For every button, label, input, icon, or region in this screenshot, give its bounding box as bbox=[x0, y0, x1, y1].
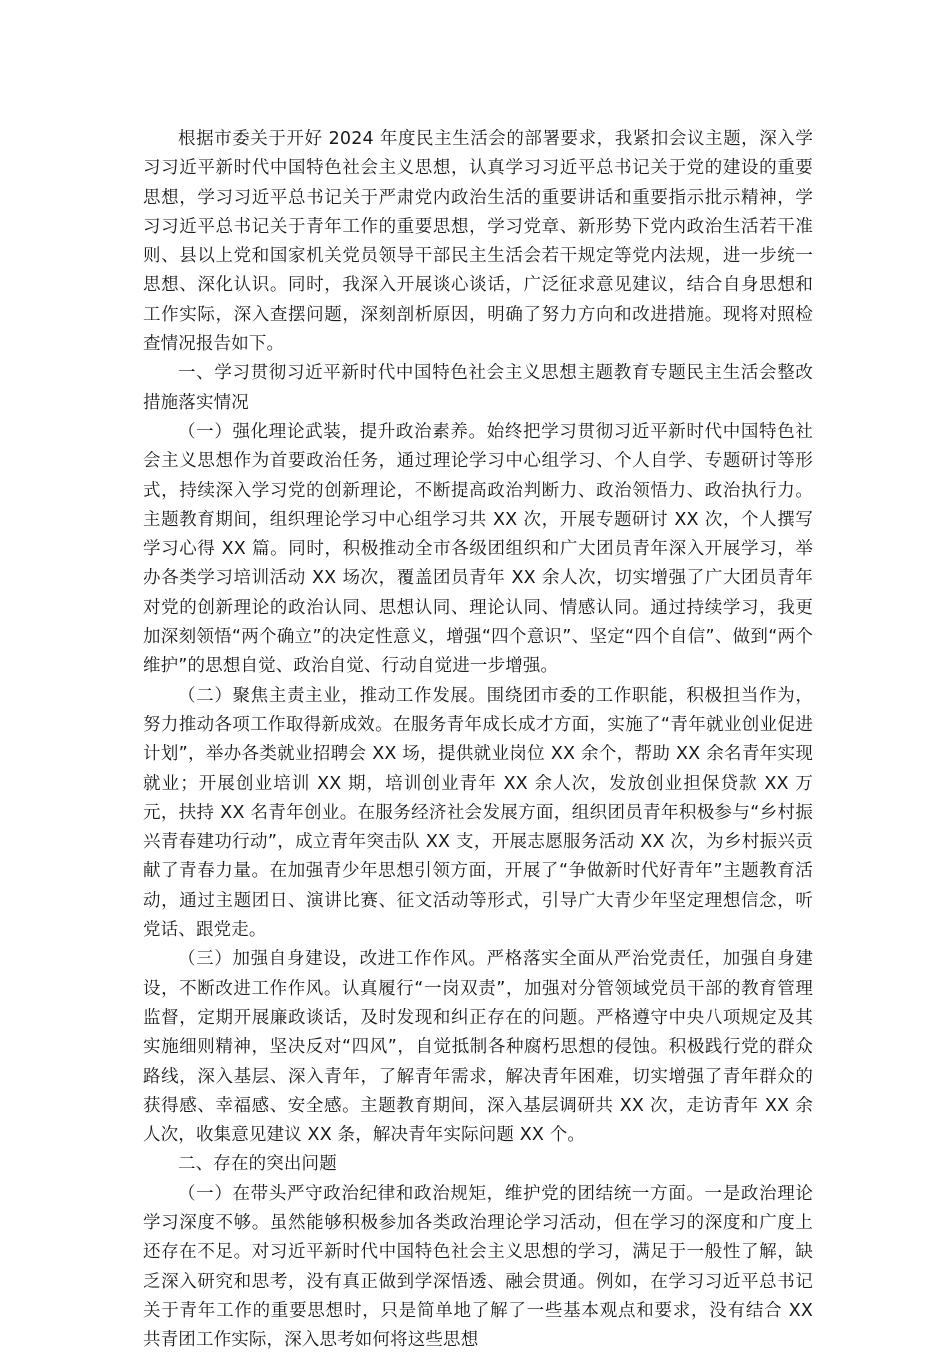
subsection-paragraph-1: （一）强化理论武装，提升政治素养。始终把学习贯彻习近平新时代中国特色社会主义思想作为首要政治任务，通过理论学习中心组学习、个人自学、专题研讨等形式，持续深入学习党的创新理论，不断提高政治判断力、政治领悟力、政治执行力。主题教育期间，组织理论学习中心组学习共 XX 次，开展专题研讨 XX 次，个人撰写学习心得 XX 篇。同时，积极推动全市各级团组织和广大团员青年深入开展学习，举办各类学习培训活动 XX 场次，覆盖团员青年 XX 余人次，切实增强了广大团员青年对党的创新理论的政治认同、思想认同、理论认同、情感认同。通过持续学习，我更加深刻领悟“两个确立”的决定性意义，增强“四个意识”、坚定“四个自信”、做到“两个维护”的思想自觉、政治自觉、行动自觉进一步增强。 bbox=[143, 421, 813, 677]
problem-paragraph-1: （一）在带头严守政治纪律和政治规矩，维护党的团结统一方面。一是政治理论学习深度不够。虽然能够积极参加各类政治理论学习活动，但在学习的深度和广度上还存在不足。对习近平新时代中国特色社会主义思想的学习，满足于一般性了解，缺乏深入研究和思考，没有真正做到学深悟透、融会贯通。例如，在学习习近平总书记关于青年工作的重要思想时，只是简单地了解了一些基本观点和要求，没有结合 XX 共青团工作实际，深入思考如何将这些思想 bbox=[143, 1183, 813, 1351]
intro-paragraph: 根据市委关于开好 2024 年度民主生活会的部署要求，我紧扣会议主题，深入学习习近平新时代中国特色社会主义思想，认真学习习近平总书记关于党的建设的重要思想，学习习近平总书记关于严肃党内政治生活的重要讲话和重要指示批示精神，学习习近平总书记关于青年工作的重要思想，学习党章、新形势下党内政治生活若干准则、县以上党和国家机关党员领导干部民主生活会若干规定等党内法规，进一步统一思想、深化认识。同时，我深入开展谈心谈话，广泛征求意见建议，结合自身思想和工作实际，深入查摆问题，深刻剖析原因，明确了努力方向和改进措施。现将对照检查情况报告如下。 bbox=[143, 129, 813, 355]
subsection-paragraph-3: （三）加强自身建设，改进工作作风。严格落实全面从严治党责任，加强自身建设，不断改进工作作风。认真履行“一岗双责”，加强对分管领域党员干部的教育管理监督，定期开展廉政谈话，及时发现和纠正存在的问题。严格遵守中央八项规定及其实施细则精神，坚决反对“四风”，自觉抵制各种腐朽思想的侵蚀。积极践行党的群众路线，深入基层、深入青年，了解青年需求，解决青年困难，切实增强了青年群众的获得感、幸福感、安全感。主题教育期间，深入基层调研共 XX 次，走访青年 XX 余人次，收集意见建议 XX 条，解决青年实际问题 XX 个。 bbox=[143, 949, 813, 1146]
section-heading-1: 一、学习贯彻习近平新时代中国特色社会主义思想主题教育专题民主生活会整改措施落实情况 bbox=[143, 363, 813, 413]
section-heading-2: 二、存在的突出问题 bbox=[178, 1154, 337, 1175]
document-body bbox=[143, 125, 813, 1355]
subsection-paragraph-2: （二）聚焦主责主业，推动工作发展。围绕团市委的工作职能，积极担当作为，努力推动各项工作取得新成效。在服务青年成长成才方面，实施了“青年就业创业促进计划”，举办各类就业招聘会 XX 场，提供就业岗位 XX 余个，帮助 XX 余名青年实现就业；开展创业培训 XX 期，培训创业青年 XX 余人次，发放创业担保贷款 XX 万元，扶持 XX 名青年创业。在服务经济社会发展方面，组织团员青年积极参与“乡村振兴青春建功行动”，成立青年突击队 XX 支，开展志愿服务活动 XX 次，为乡村振兴贡献了青春力量。在加强青少年思想引领方面，开展了“争做新时代好青年”主题教育活动，通过主题团日、演讲比赛、征文活动等形式，引导广大青少年坚定理想信念，听党话、跟党走。 bbox=[143, 685, 813, 941]
